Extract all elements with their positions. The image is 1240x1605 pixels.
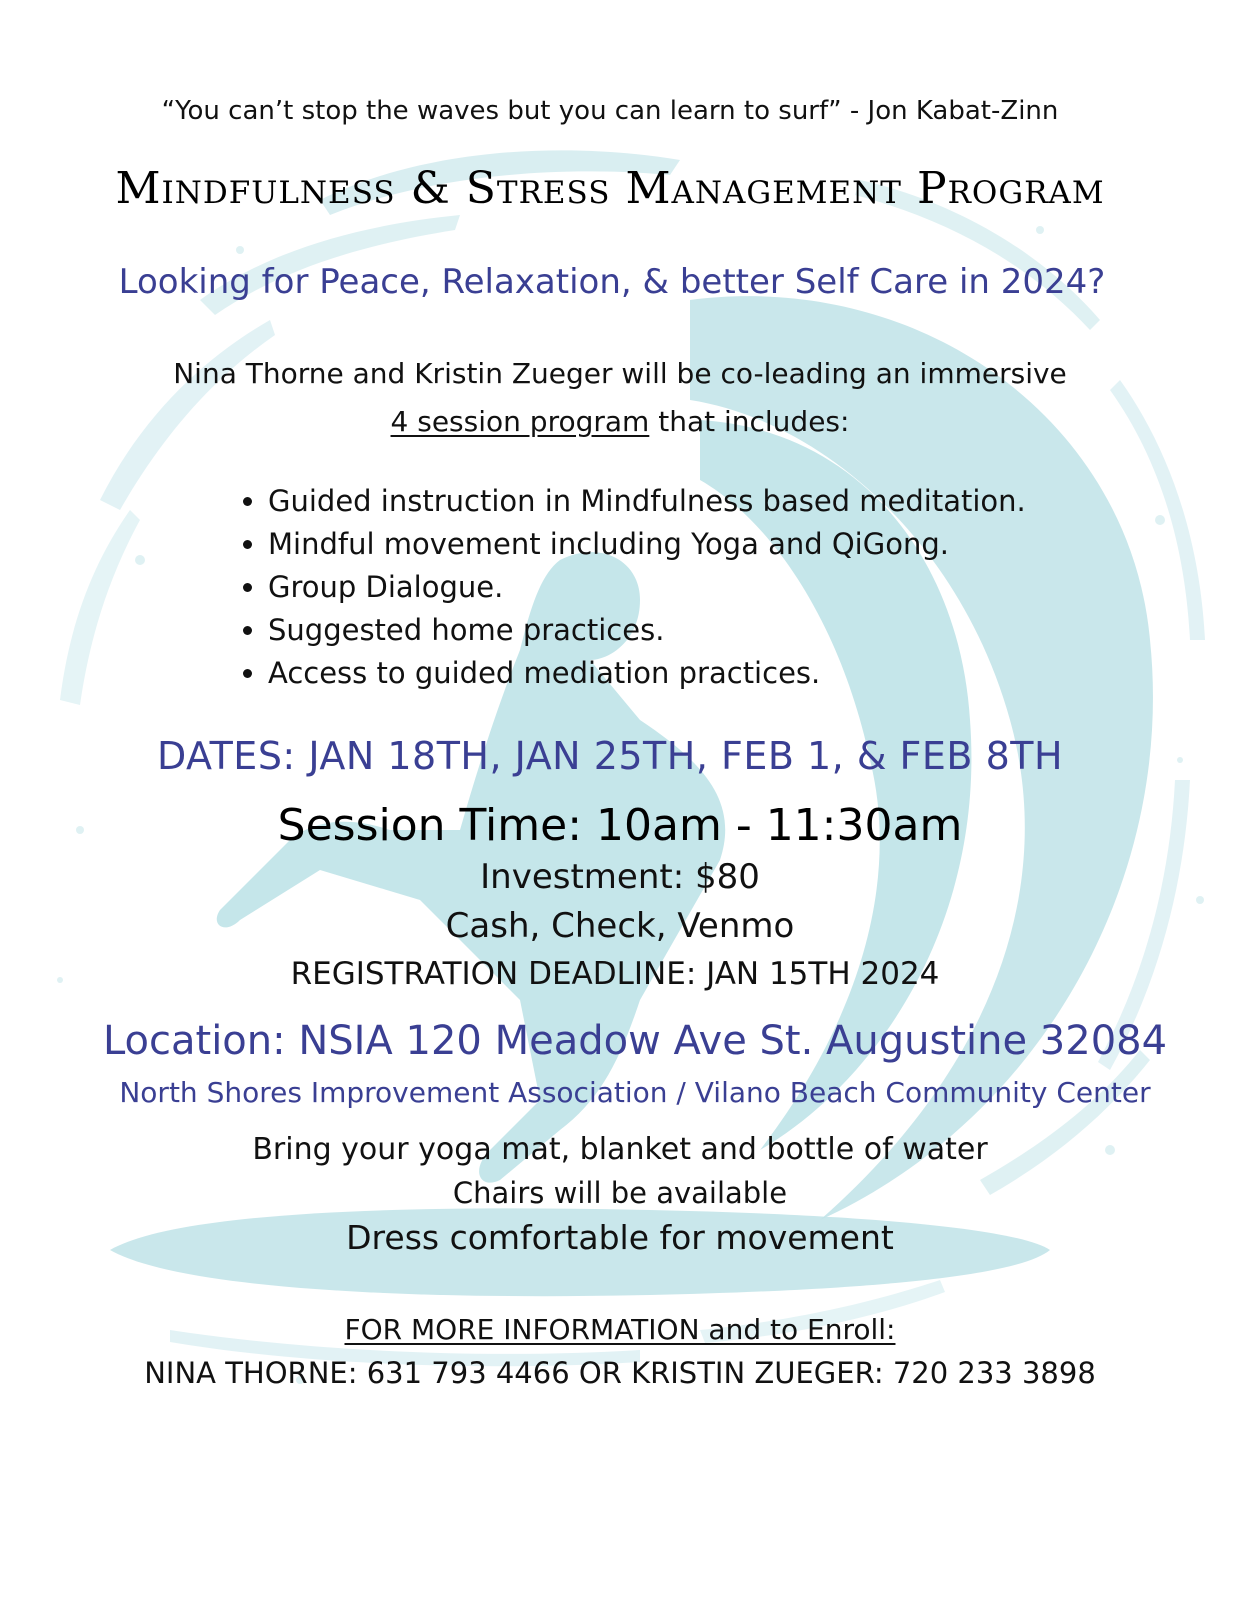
tagline: Looking for Peace, Relaxation, & better Self Care in 2024? xyxy=(118,262,1106,302)
chairs-note: Chairs will be available xyxy=(452,1176,788,1210)
dress-note: Dress comfortable for movement xyxy=(346,1218,894,1257)
intro-line-1: Nina Thorne and Kristin Zueger will be co-leading an immersive xyxy=(173,357,1067,390)
payment-methods: Cash, Check, Venmo xyxy=(445,906,795,946)
program-length-text: 4 session program xyxy=(390,405,650,438)
list-item: • Guided instruction in Mindfulness based meditation. xyxy=(268,480,1026,523)
list-item: • Group Dialogue. xyxy=(268,566,1026,609)
contact-numbers: NINA THORNE: 631 793 4466 OR KRISTIN ZUEGER: 720 233 3898 xyxy=(144,1356,1096,1390)
session-dates: DATES: JAN 18TH, JAN 25TH, FEB 1, & FEB 8TH xyxy=(156,734,1064,778)
intro-line-2-rest: that includes: xyxy=(649,405,850,438)
venue-name: North Shores Improvement Association / Vilano Beach Community Center xyxy=(119,1076,1151,1109)
location: Location: NSIA 120 Meadow Ave St. Augustine 32084 xyxy=(102,1018,1168,1064)
list-item: • Suggested home practices. xyxy=(268,609,1026,652)
quote: “You can’t stop the waves but you can learn to surf” - Jon Kabat-Zinn xyxy=(161,96,1059,126)
more-info-heading xyxy=(0,1313,1240,1346)
list-item: • Access to guided mediation practices. xyxy=(268,652,1026,695)
registration-deadline: REGISTRATION DEADLINE: JAN 15TH 2024 xyxy=(290,956,940,992)
includes-list xyxy=(230,480,1026,695)
more-info-text: FOR MORE INFORMATION and to Enroll: xyxy=(344,1313,896,1346)
intro-line-2 xyxy=(0,405,1240,438)
session-time: Session Time: 10am - 11:30am xyxy=(277,800,963,851)
bring-items: Bring your yoga mat, blanket and bottle of water xyxy=(252,1132,988,1167)
list-item: • Mindful movement including Yoga and QiGong. xyxy=(268,523,1026,566)
program-title: Mindfulness & Stress Management Program xyxy=(115,163,1105,214)
investment-price: Investment: $80 xyxy=(480,857,760,897)
